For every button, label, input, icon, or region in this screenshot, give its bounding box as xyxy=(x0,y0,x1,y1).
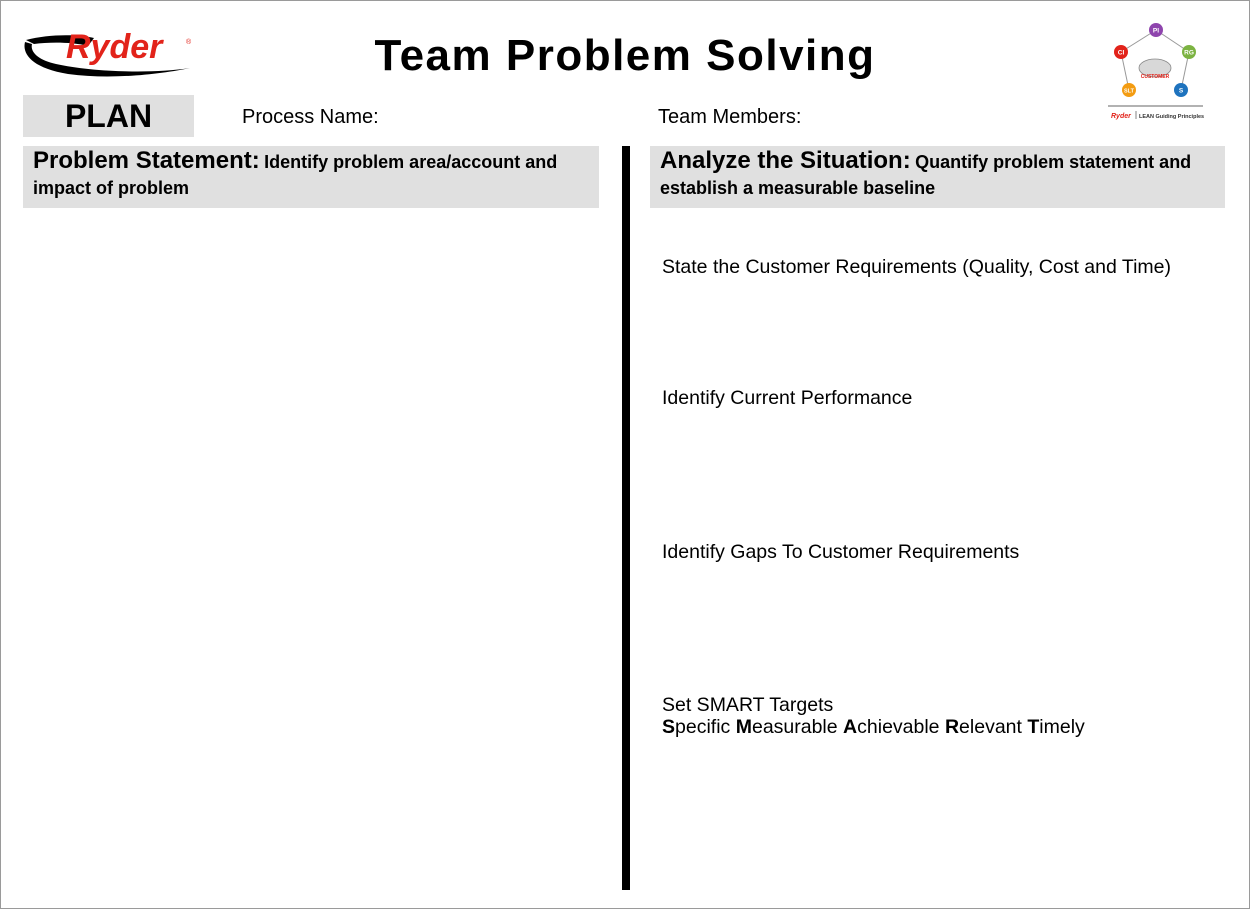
smart-word-achievable: Achievable xyxy=(843,716,940,738)
team-members-label: Team Members: xyxy=(658,106,802,128)
smart-word-timely: Timely xyxy=(1027,716,1085,738)
svg-text:RG: RG xyxy=(1184,49,1194,57)
svg-text:CUSTOMER: CUSTOMER xyxy=(1140,74,1170,80)
svg-text:PI: PI xyxy=(1152,27,1160,35)
smart-word-measurable: Measurable xyxy=(735,716,838,738)
analyze-situation-detail: Quantify problem statement and establish a measurable baseline xyxy=(660,152,1192,198)
svg-text:CI: CI xyxy=(1117,49,1125,57)
problem-statement-detail: Identify problem area/account and impact of problem xyxy=(33,152,558,198)
svg-text:Ryder: Ryder xyxy=(1111,113,1131,120)
svg-text:®: ® xyxy=(186,39,192,46)
smart-targets-prompt xyxy=(662,694,1085,738)
svg-text:S: S xyxy=(1178,87,1184,95)
problem-statement-header xyxy=(23,146,599,208)
phase-badge: PLAN xyxy=(23,95,194,137)
analyze-situation-header xyxy=(650,146,1225,208)
process-name-label: Process Name: xyxy=(242,106,379,128)
customer-requirements-prompt: State the Customer Requirements (Quality, Cost and Time) xyxy=(662,256,1172,278)
smart-acronym-line xyxy=(662,716,1085,738)
gaps-prompt: Identify Gaps To Customer Requirements xyxy=(662,541,1020,563)
analyze-situation-heading: Analyze the Situation: xyxy=(660,147,911,174)
column-divider xyxy=(622,146,630,890)
page-title: Team Problem Solving xyxy=(374,31,876,80)
problem-statement-heading: Problem Statement: xyxy=(33,147,260,174)
ryder-logo-text: Ryder xyxy=(66,28,163,66)
smart-word-relevant: Relevant xyxy=(944,716,1022,738)
smart-targets-title: Set SMART Targets xyxy=(662,694,834,716)
smart-word-specific: Specific xyxy=(662,716,731,738)
current-performance-prompt: Identify Current Performance xyxy=(662,387,913,409)
svg-text:LEAN Guiding Principles: LEAN Guiding Principles xyxy=(1139,114,1205,120)
svg-text:SLT: SLT xyxy=(1124,88,1134,95)
lean-principles-emblem xyxy=(1100,12,1210,124)
